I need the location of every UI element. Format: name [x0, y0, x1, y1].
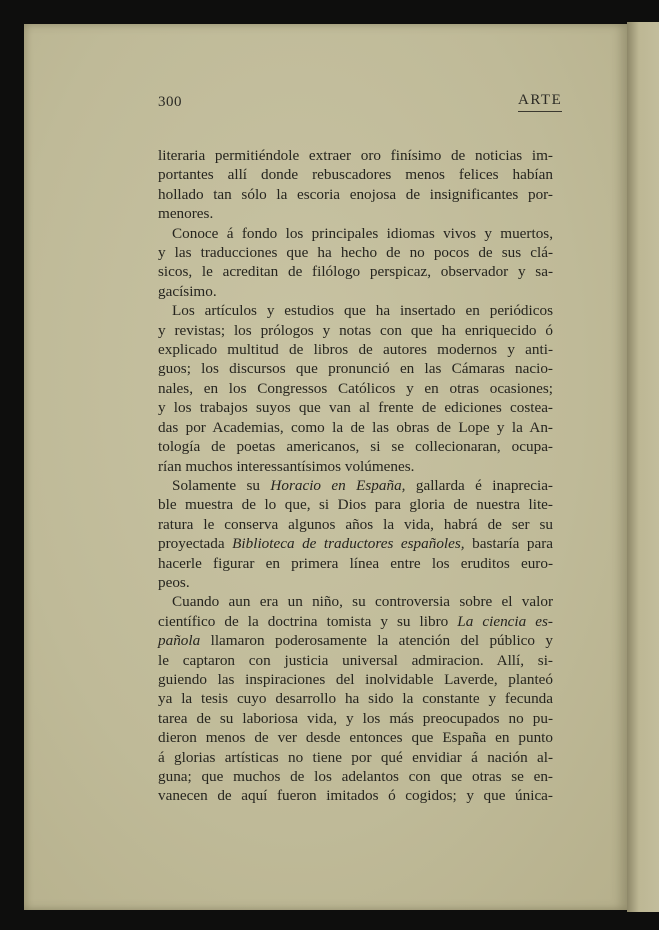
text-run: sicos, le acreditan de filólogo perspicaz, observador y sa- — [158, 263, 553, 281]
text-line — [158, 204, 553, 223]
text-line — [158, 554, 553, 573]
text-run: á glorias artísticas no tiene por qué envidiar á nación al- — [158, 748, 553, 766]
running-head: ARTE — [518, 92, 562, 112]
text-run: das por Academias, como la de las obras de Lope y la An- — [158, 418, 553, 436]
text-run: científico de la doctrina tomista y su libro — [158, 612, 458, 630]
text-run: y los trabajos suyos que van al frente de ediciones costea- — [158, 399, 553, 417]
text-run: guna; que muchos de los adelantos con que otras se en- — [158, 768, 553, 785]
italic-title: Horacio en España, — [270, 476, 406, 494]
text-run: rían muchos interessantísimos volúmenes. — [158, 457, 415, 475]
text-line — [158, 709, 553, 728]
text-line — [158, 457, 553, 476]
text-line — [158, 786, 553, 805]
text-line — [158, 476, 553, 495]
text-run: Los artículos y estudios que ha insertado en periódicos — [172, 302, 553, 320]
text-line — [158, 592, 553, 611]
text-run: le captaron con justicia universal admiracion. Allí, si- — [158, 651, 553, 669]
italic-title: La ciencia es- — [457, 612, 553, 630]
text-line — [158, 612, 553, 631]
page-number: 300 — [158, 94, 182, 110]
text-line — [158, 689, 553, 708]
text-run: gacísimo. — [158, 282, 217, 300]
text-run: ratura le conserva algunos años la vida, habrá de ser su — [158, 515, 553, 533]
text-run: ble muestra de lo que, si Dios para gloria de nuestra lite- — [158, 496, 553, 514]
text-run: ya la tesis cuyo desarrollo ha sido la constante y fecunda — [158, 690, 553, 708]
text-run: gallarda é inaprecia- — [405, 476, 553, 494]
text-run: tarea de su laboriosa vida, y los más preocupados no pu- — [158, 709, 553, 727]
text-line — [158, 515, 553, 534]
text-line — [158, 146, 553, 165]
text-run: Conoce á fondo los principales idiomas vivos y muertos, — [172, 224, 553, 242]
text-line — [158, 359, 553, 378]
text-line — [158, 651, 553, 670]
text-run: literaria permitiéndole extraer oro finísimo de noticias im- — [158, 147, 553, 164]
text-line — [158, 379, 553, 398]
text-line — [158, 748, 553, 767]
text-line — [158, 534, 553, 553]
text-line — [158, 495, 553, 514]
text-run: menores. — [158, 205, 214, 223]
text-run: hacerle figurar en primera línea entre los eruditos euro- — [158, 554, 553, 572]
text-run: tología de poetas americanos, si se collecionaran, ocupa- — [158, 438, 553, 456]
text-line — [158, 243, 553, 262]
text-line — [158, 340, 553, 359]
text-line — [158, 321, 553, 340]
text-run: guos; los discursos que pronunció en las Cámaras nacio- — [158, 360, 553, 378]
text-run: peos. — [158, 573, 190, 591]
text-line — [158, 301, 553, 320]
text-line — [158, 767, 553, 786]
text-run: guiendo las inspiraciones del inolvidable Laverde, planteó — [158, 670, 553, 688]
text-line — [158, 224, 553, 243]
text-run: Solamente su — [172, 476, 271, 494]
italic-title: Biblioteca de traductores españoles, — [232, 535, 465, 553]
italic-title: pañola — [158, 632, 201, 650]
facing-page-edge — [627, 22, 659, 912]
text-line — [158, 165, 553, 184]
text-run: Cuando aun era un niño, su controversia sobre el valor — [172, 593, 553, 611]
text-line — [158, 262, 553, 281]
text-run: dieron menos de ver desde entonces que España en punto — [158, 729, 553, 747]
text-line — [158, 728, 553, 747]
body-text — [158, 146, 553, 806]
text-line — [158, 670, 553, 689]
text-run: y las traducciones que ha hecho de no pocos de sus clá- — [158, 244, 553, 262]
text-line — [158, 573, 553, 592]
text-line — [158, 185, 553, 204]
text-run: hollado tan sólo la escoria enojosa de insignificantes por- — [158, 185, 553, 203]
text-run: explicado multitud de libros de autores modernos y anti- — [158, 341, 553, 359]
text-line — [158, 282, 553, 301]
text-run: bastaría para — [464, 535, 553, 553]
text-run: y revistas; los prólogos y notas con que ha enriquecido ó — [158, 321, 553, 339]
text-line — [158, 437, 553, 456]
text-run: proyectada — [158, 535, 233, 553]
text-run: nales, en los Congressos Católicos y en otras ocasiones; — [158, 379, 553, 397]
text-run: vanecen de aquí fueron imitados ó cogidos; y que única- — [158, 787, 553, 805]
text-run: portantes allí donde rebuscadores menos felices habían — [158, 166, 553, 184]
text-line — [158, 398, 553, 417]
text-line — [158, 418, 553, 437]
text-line — [158, 631, 553, 650]
text-run: llamaron poderosamente la atención del público y — [200, 632, 553, 650]
